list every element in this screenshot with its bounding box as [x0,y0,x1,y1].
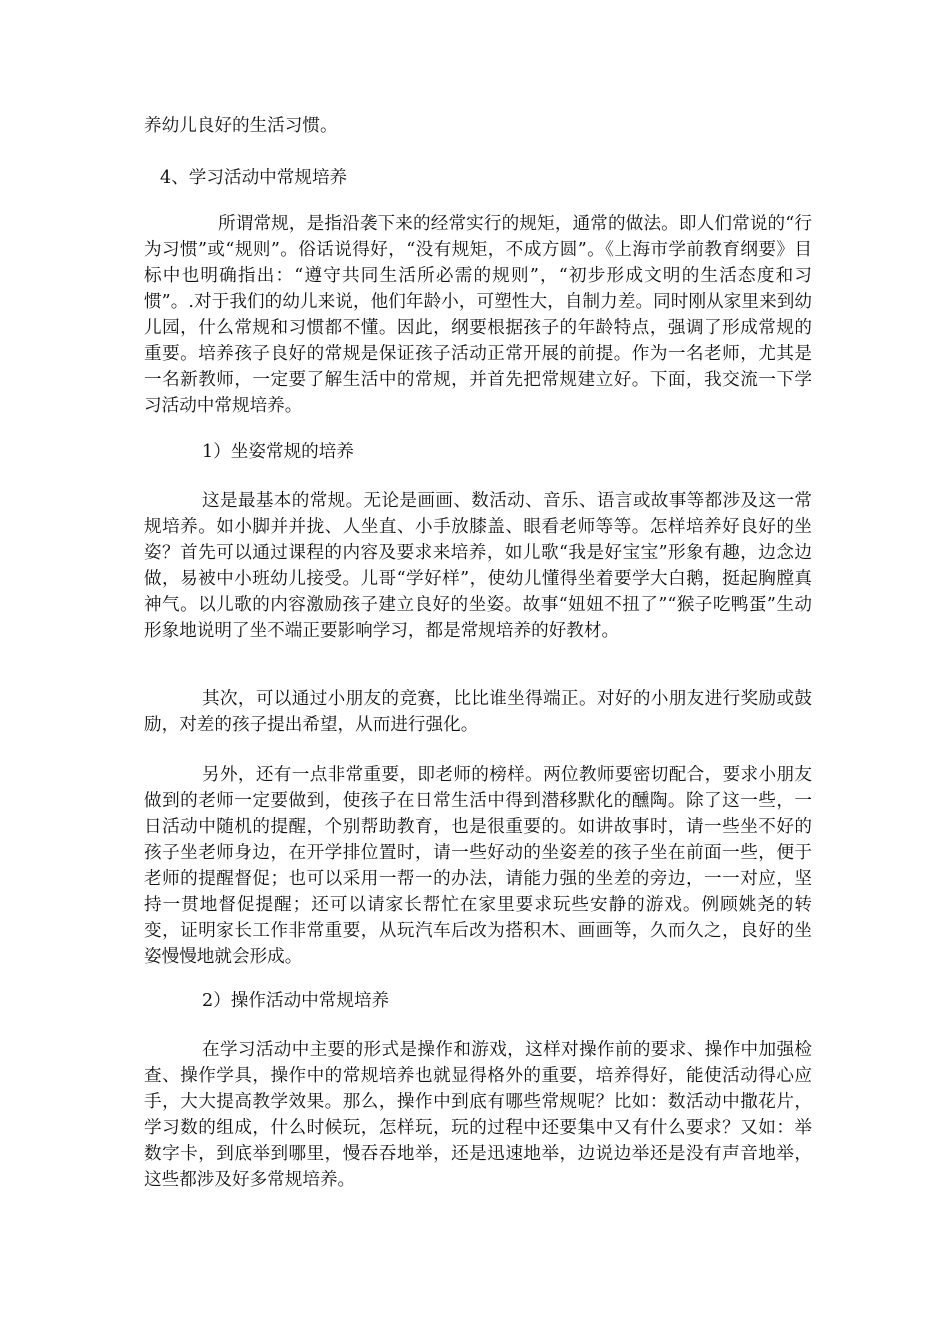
sitting-posture-paragraph-1: 这是最基本的常规。无论是画画、数活动、音乐、语言或故事等都涉及这一常规培养。如小脚并并拢、人坐直、小手放膝盖、眼看老师等等。怎样培养好良好的坐姿？首先可以通过课程的内容及要求来培养，如儿歌“我是好宝宝”形象有趣，边念边做，易被中小班幼儿接受。儿哥“学好样”，使幼儿懂得坐着要学大白鹅，挺起胸膛真神气。以儿歌的内容激励孩子建立良好的坐姿。故事“妞妞不扭了”“猴子吃鸭蛋”生动形象地说明了坐不端正要影响学习，都是常规培养的好教材。 [144,491,812,641]
continuation-text: 养幼儿良好的生活习惯。 [144,116,338,136]
sitting-posture-paragraph-3: 另外，还有一点非常重要，即老师的榜样。两位教师要密切配合，要求小朋友做到的老师一定要做到，使孩子在日常生活中得到潜移默化的醺陶。除了这一些，一日活动中随机的提醒，个别帮助教育，也是很重要的。如讲故事时，请一些坐不好的孩子坐老师身边，在开学排位置时，请一些好动的坐姿差的孩子坐在前面一些，便于老师的提醒督促；也可以采用一帮一的办法，请能力强的坐差的旁边，一一对应，坚持一贯地督促提醒；还可以请家长帮忙在家里要求玩些安静的游戏。例顾姚尧的转变，证明家长工作非常重要，从玩汽车后改为搭积木、画画等，久而久之，良好的坐姿慢慢地就会形成。 [144,765,812,967]
subsection-1-heading: 1）坐姿常规的培养 [202,442,354,462]
subsection-2-heading: 2）操作活动中常规培养 [202,991,390,1011]
sitting-posture-paragraph-2: 其次，可以通过小朋友的竞赛，比比谁坐得端正。对好的小朋友进行奖励或鼓励，对差的孩子提出希望，从而进行强化。 [144,689,812,735]
intro-paragraph: 所谓常规，是指沿袭下来的经常实行的规矩，通常的做法。即人们常说的“行为习惯”或“规则”。俗话说得好，“没有规矩，不成方圆”。《上海市学前教育纲要》目标中也明确指出：“遵守共同生活所必需的规则”，“初步形成文明的生活态度和习惯”。.对于我们的幼儿来说，他们年龄小，可塑性大，自制力差。同时刚从家里来到幼儿园，什么常规和习惯都不懂。因此，纲要根据孩子的年龄特点，强调了形成常规的重要。培养孩子良好的常规是保证孩子活动正常开展的前提。作为一名老师，尤其是一名新教师，一定要了解生活中的常规，并首先把常规建立好。下面，我交流一下学习活动中常规培养。 [144,214,812,416]
section-4-heading: 4、学习活动中常规培养 [160,168,348,188]
operation-activity-paragraph: 在学习活动中主要的形式是操作和游戏，这样对操作前的要求、操作中加强检查、操作学具，操作中的常规培养也就显得格外的重要，培养得好，能使活动得心应手，大大提高教学效果。那么，操作中到底有哪些常规呢？比如：数活动中撒花片，学习数的组成，什么时候玩，怎样玩，玩的过程中还要集中又有什么要求？又如：举数字卡，到底举到哪里，慢吞吞地举，还是迅速地举，边说边举还是没有声音地举，这些都涉及好多常规培养。 [144,1040,812,1190]
